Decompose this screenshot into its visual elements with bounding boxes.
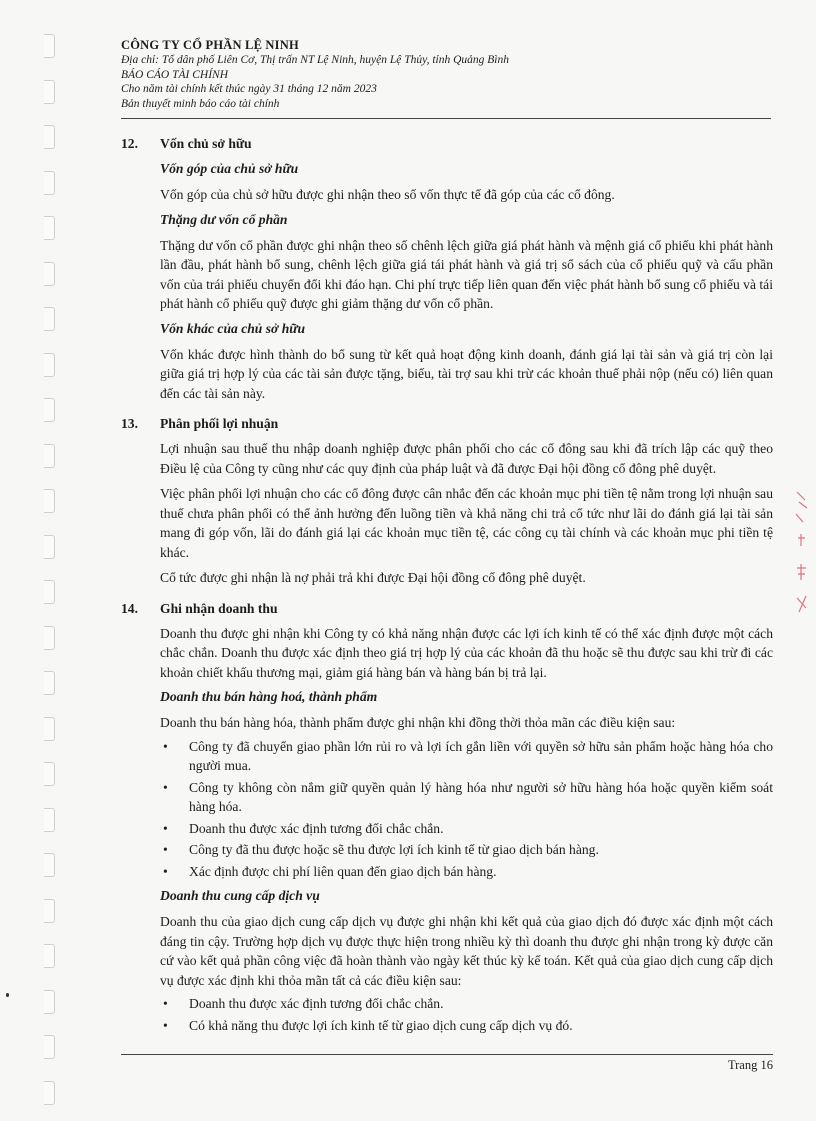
company-address: Địa chỉ: Tổ dân phố Liên Cơ, Thị trấn NT Lệ Ninh, huyện Lệ Thủy, tỉnh Quảng Bình: [121, 54, 510, 66]
bullet-icon: •: [163, 863, 168, 879]
report-notes: Bản thuyết minh báo cáo tài chính: [121, 97, 280, 110]
binder-hole: [44, 671, 55, 695]
company-name: CÔNG TY CỔ PHẦN LỆ NINH: [121, 38, 299, 52]
binder-hole: [44, 398, 55, 422]
section-3: [121, 598, 773, 1036]
binder-hole: [44, 717, 55, 741]
bullet-icon: •: [163, 1017, 168, 1033]
list-item-text: Có khả năng thu được lợi ích kinh tế từ giao dịch cung cấp dịch vụ đó.: [189, 1017, 573, 1033]
report-period: Cho năm tài chính kết thúc ngày 31 tháng 12 năm 2023: [121, 83, 377, 95]
binder-hole: [44, 262, 55, 286]
binder-hole: [44, 853, 55, 877]
binder-hole: [44, 1081, 55, 1105]
binder-hole: [44, 34, 55, 58]
binder-hole: [44, 307, 55, 331]
list-item: [160, 862, 773, 882]
bullet-list: [121, 737, 773, 882]
binder-hole: [44, 944, 55, 968]
section-title: Vốn chủ sở hữu: [160, 136, 252, 151]
binder-hole: [44, 626, 55, 650]
binder-hole: [44, 580, 55, 604]
subheading: Doanh thu bán hàng hoá, thành phẩm: [160, 689, 378, 704]
list-item: [160, 994, 773, 1014]
report-title: BÁO CÁO TÀI CHÍNH: [121, 68, 229, 81]
list-item-text: Doanh thu được xác định tương đối chắc chắn.: [189, 996, 444, 1011]
bullet-icon: •: [163, 996, 168, 1011]
subheading: Thặng dư vốn cổ phần: [160, 211, 288, 227]
subheading: Vốn góp của chủ sở hữu: [160, 161, 299, 176]
section-title: Ghi nhận doanh thu: [160, 600, 278, 616]
bullet-icon: •: [163, 842, 168, 857]
paragraph: Doanh thu của giao dịch cung cấp dịch vụ được ghi nhận khi kết quả của giao dịch đó được xác định một cách đáng tin cậy. Trường hợp dịch vụ được thực hiện trong nhiều kỳ thì doanh thu được ghi nhận trong kỳ được căn cứ vào kết quả phần công việc đã hoàn thành vào ngày kết thúc kỳ kế toán. Kết quả của giao dịch cung cấp dịch vụ được xác định khi thỏa mãn tất cả các điều kiện sau:: [160, 914, 773, 988]
binder-hole: [44, 353, 55, 377]
section-heading: [121, 133, 773, 155]
list-item-text: Xác định được chi phí liên quan đến giao dịch bán hàng.: [189, 863, 497, 879]
section-heading: [121, 598, 773, 620]
bullet-icon: •: [163, 820, 168, 836]
section-1: [121, 133, 773, 403]
bullet-list: [121, 994, 773, 1035]
binder-hole: [44, 535, 55, 559]
section-2: [121, 413, 773, 588]
binder-hole: [44, 216, 55, 240]
binder-hole: [44, 1035, 55, 1059]
bullet-icon: •: [163, 779, 168, 795]
list-item: [160, 819, 773, 839]
list-item: [160, 737, 773, 776]
binder-hole: [44, 125, 55, 149]
binder-hole: [44, 171, 55, 195]
list-item-text: Doanh thu được xác định tương đối chắc chắn.: [189, 820, 444, 836]
binder-holes: [44, 0, 60, 1121]
paragraph: Việc phân phối lợi nhuận cho các cổ đông được cân nhắc đến các khoản mục phi tiền tệ nằm trong lợi nhuận sau thuế chưa phân phối có thể ảnh hưởng đến luồng tiền và khả năng chi trả cổ tức như lãi do đánh giá lại tài sản mang đi góp vốn, lãi do đánh giá lại các khoản mục tiền tệ, các công cụ tài chính và các khoản mục phi tiền tệ khác.: [160, 486, 773, 560]
list-item-text: Công ty không còn nắm giữ quyền quản lý hàng hóa như người sở hữu hàng hóa hoặc quyền kiểm soát hàng hóa.: [189, 779, 773, 814]
scan-speck: [6, 993, 9, 997]
header-rule: [121, 118, 771, 119]
paragraph: Thặng dư vốn cổ phần được ghi nhận theo số chênh lệch giữa giá phát hành và mệnh giá cổ phiếu khi phát hành lần đầu, phát hành bổ sung, chênh lệch giữa giá tái phát hành và giá trị sổ sách của cổ phiếu quỹ và cấu phần vốn của trái phiếu chuyển đổi khi đáo hạn. Chi phí trực tiếp liên quan đến việc phát hành bổ sung cổ phiếu và tái phát hành cổ phiếu quỹ được ghi giảm thặng dư vốn cổ phần.: [160, 237, 773, 311]
footer-rule: [121, 1054, 773, 1055]
section-title: Phân phối lợi nhuận: [160, 416, 279, 431]
list-item: [160, 778, 773, 817]
binder-hole: [44, 990, 55, 1014]
binder-hole: [44, 444, 55, 468]
bullet-icon: •: [163, 738, 168, 754]
paragraph: Vốn góp của chủ sở hữu được ghi nhận theo số vốn thực tế đã góp của các cổ đông.: [160, 187, 615, 202]
subheading: Vốn khác của chủ sở hữu: [160, 320, 305, 336]
binder-hole: [44, 808, 55, 832]
subheading: Doanh thu cung cấp dịch vụ: [160, 888, 320, 903]
paragraph: Doanh thu được ghi nhận khi Công ty có khả năng nhận được các lợi ích kinh tế có thể xác định được một cách chắc chắn. Doanh thu được xác định theo giá trị hợp lý của các khoản đã thu hoặc sẽ thu được sau khi trừ đi các khoản chiết khấu thương mại, giảm giá hàng bán và hàng bán bị trả lại.: [160, 625, 773, 680]
list-item-text: Công ty đã thu được hoặc sẽ thu được lợi ích kinh tế từ giao dịch bán hàng.: [189, 842, 599, 857]
page-number: Trang 16: [727, 1058, 773, 1072]
binder-hole: [44, 80, 55, 104]
list-item-text: Công ty đã chuyển giao phần lớn rủi ro và lợi ích gắn liền với quyền sở hữu sản phẩm hoặc hàng hóa cho người mua.: [189, 738, 773, 773]
document-body: [121, 133, 773, 1037]
binder-hole: [44, 489, 55, 513]
binder-hole: [44, 762, 55, 786]
red-stamp-mark: [793, 488, 811, 628]
section-number: 13.: [121, 416, 138, 431]
paragraph: Doanh thu bán hàng hóa, thành phẩm được ghi nhận khi đồng thời thỏa mãn các điều kiện sau:: [160, 715, 676, 730]
document-header: [121, 38, 771, 111]
section-number: 12.: [121, 136, 138, 151]
section-heading: [121, 413, 773, 435]
list-item: [160, 840, 773, 860]
paragraph: Lợi nhuận sau thuế thu nhập doanh nghiệp được phân phối cho các cổ đông sau khi đã trích lập các quỹ theo Điều lệ của Công ty cũng như các quy định của pháp luật và đã được Đại hội đồng cổ đông phê duyệt.: [160, 441, 773, 476]
paragraph: Vốn khác được hình thành do bổ sung từ kết quả hoạt động kinh doanh, đánh giá lại tài sản và giá trị còn lại giữa giá trị hợp lý của các tài sản được tặng, biếu, tài trợ sau khi trừ các khoản thuế phải nộp (nếu có) liên quan đến các tài sản này.: [160, 346, 773, 401]
section-number: 14.: [121, 600, 138, 616]
list-item: [160, 1016, 773, 1036]
binder-hole: [44, 899, 55, 923]
paragraph: Cổ tức được ghi nhận là nợ phải trả khi được Đại hội đồng cổ đông phê duyệt.: [160, 570, 586, 585]
